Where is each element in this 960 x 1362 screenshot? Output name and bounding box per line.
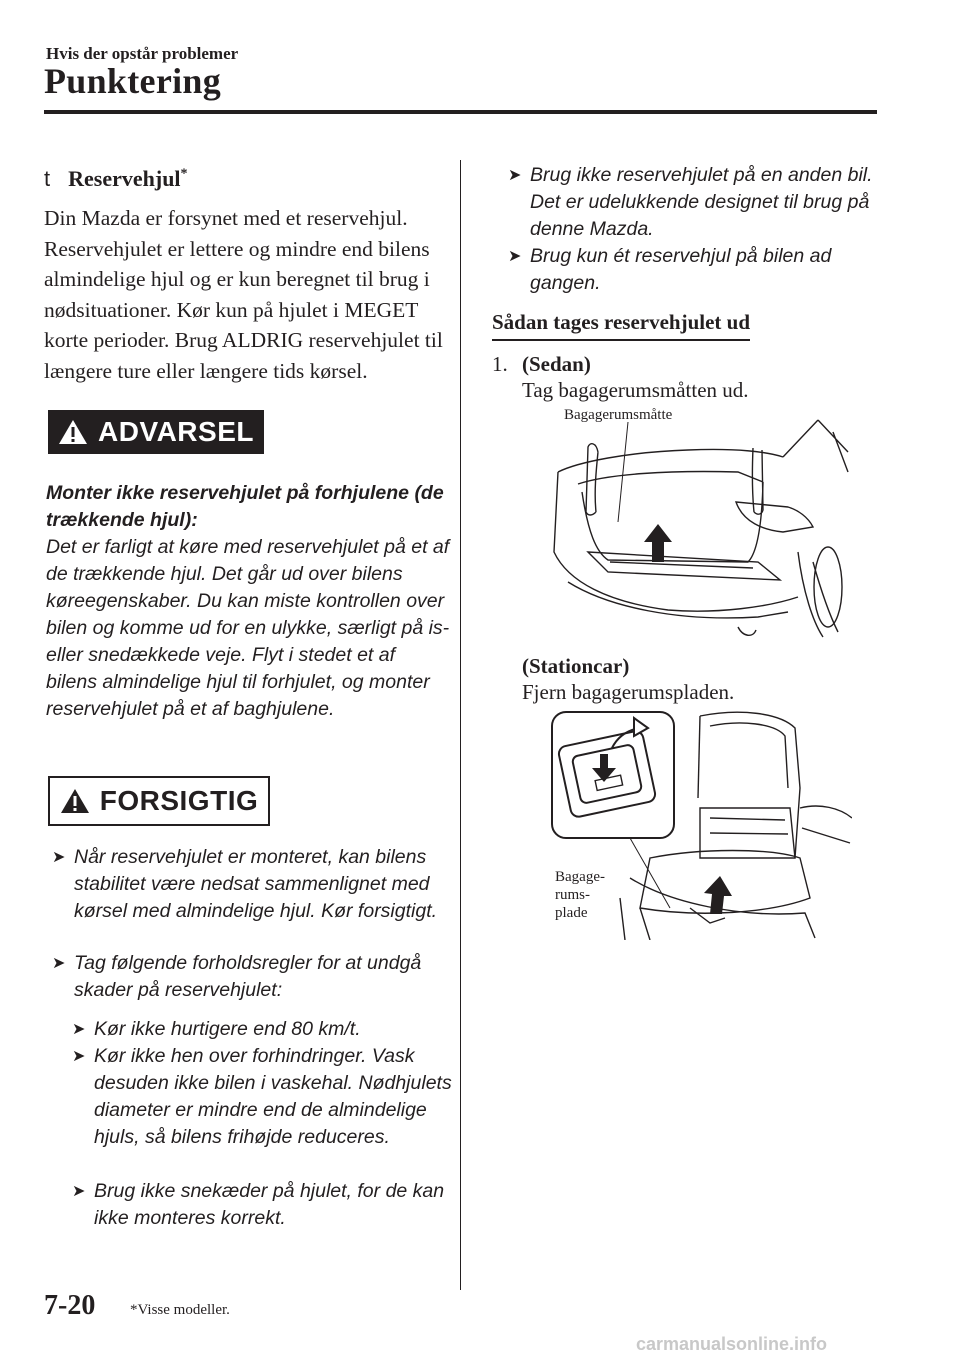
station-label: (Stationcar) (522, 654, 630, 678)
triangle-right-icon: ➤ (72, 1048, 86, 1065)
section-bullet: t (44, 166, 51, 191)
breadcrumb: Hvis der opstår problemer (46, 44, 239, 63)
sedan-label: (Sedan) (522, 352, 591, 376)
caution-item-text: Når reservehjulet er monteret, kan bilens stabilitet være nedsat sammenlignet med kørsel med almindelige hjul. Kør forsigtigt. (74, 846, 438, 922)
section-heading-mark: * (180, 166, 188, 182)
caution-subitem-text: Brug ikke snekæder på hjulet, for de kan ikke monteres korrekt. (94, 1180, 445, 1229)
callout-line: rums- (555, 887, 590, 903)
caution-item (52, 844, 452, 925)
caution-item (52, 950, 452, 1004)
callout-line: Bagage- (555, 869, 605, 885)
up-arrow-icon (704, 876, 732, 914)
station-instruction: Fjern bagagerumspladen. (522, 680, 735, 704)
triangle-right-icon: ➤ (72, 1183, 86, 1200)
caution-banner (48, 776, 270, 826)
warning-label: ADVARSEL (98, 416, 254, 447)
callout-bagagerumsplade (555, 868, 605, 922)
caution-label: FORSIGTIG (99, 785, 259, 816)
caution-subitem (72, 1016, 452, 1043)
caution-subitem (72, 1043, 452, 1151)
sedan-trunk-illustration (548, 412, 854, 642)
section-heading-text: Reservehjul (68, 166, 181, 191)
page-number: 7-20 (44, 1290, 96, 1321)
section-heading (44, 166, 188, 192)
callout-line: plade (555, 905, 588, 921)
step-number: 1. (492, 352, 508, 376)
caution-subitem-text: Kør ikke hurtigere end 80 km/t. (94, 1018, 361, 1040)
caution-subitem-text: Kør ikke hen over forhindringer. Vask desuden ikke bilen i vaskehal. Nødhjulets diameter er mindre end de almindelige hjuls, så bilens frihøjde reduceres. (94, 1045, 452, 1148)
warning-triangle-icon (58, 419, 88, 445)
page-title: Punktering (44, 61, 222, 101)
caution-item-text: Brug kun ét reservehjul på bilen ad gangen. (530, 245, 832, 294)
caution-subitem (72, 1178, 452, 1232)
caution-item-text: Tag følgende forholdsregler for at undgå skader på reservehjulet: (74, 952, 422, 1001)
column-divider (460, 160, 461, 1290)
warning-triangle-icon (60, 788, 90, 814)
caution-item-text: Brug ikke reservehjulet på en anden bil. Det er udelukkende designet til brug på denne Mazda. (530, 164, 873, 240)
triangle-right-icon: ➤ (52, 849, 66, 866)
title-rule (44, 110, 877, 114)
warning-banner (48, 410, 264, 454)
caution-item (508, 162, 888, 243)
warning-heading: Monter ikke reservehjulet på forhjulene (de trækkende hjul): (46, 482, 444, 531)
triangle-right-icon: ➤ (52, 955, 66, 972)
sedan-instruction: Tag bagagerumsmåtten ud. (522, 378, 749, 402)
footnote: *Visse modeller. (130, 1302, 230, 1318)
watermark: carmanualsonline.info (636, 1334, 828, 1354)
intro-paragraph: Din Mazda er forsynet med et reservehjul. Reservehjulet er lettere og mindre end bilens almindelige hjul og er kun beregnet til brug i nødsituationer. Kør kun på hjulet i MEGET korte perioder. Brug ALDRIG reservehjulet til længere ture eller længere tids kørsel. (44, 206, 443, 383)
caution-item (508, 243, 888, 297)
inset-detail (552, 712, 674, 838)
triangle-right-icon: ➤ (72, 1021, 86, 1038)
callout-bagagerumsmatte: Bagagerumsmåtte (564, 407, 673, 423)
procedure-heading: Sådan tages reservehjulet ud (492, 310, 750, 341)
triangle-right-icon: ➤ (508, 248, 522, 265)
warning-body: Det er farligt at køre med reservehjulet på et af de trækkende hjul. Det går ud over bilens køreegenskaber. Du kan miste kontrollen over bilen og komme ud for en ulykke, særligt på is- eller snedækkede veje. Flyt i stedet et af bilens almindelige hjul til forhjulet, og monter reservehjulet på et af baghjulene. (46, 536, 450, 720)
triangle-right-icon: ➤ (508, 167, 522, 184)
